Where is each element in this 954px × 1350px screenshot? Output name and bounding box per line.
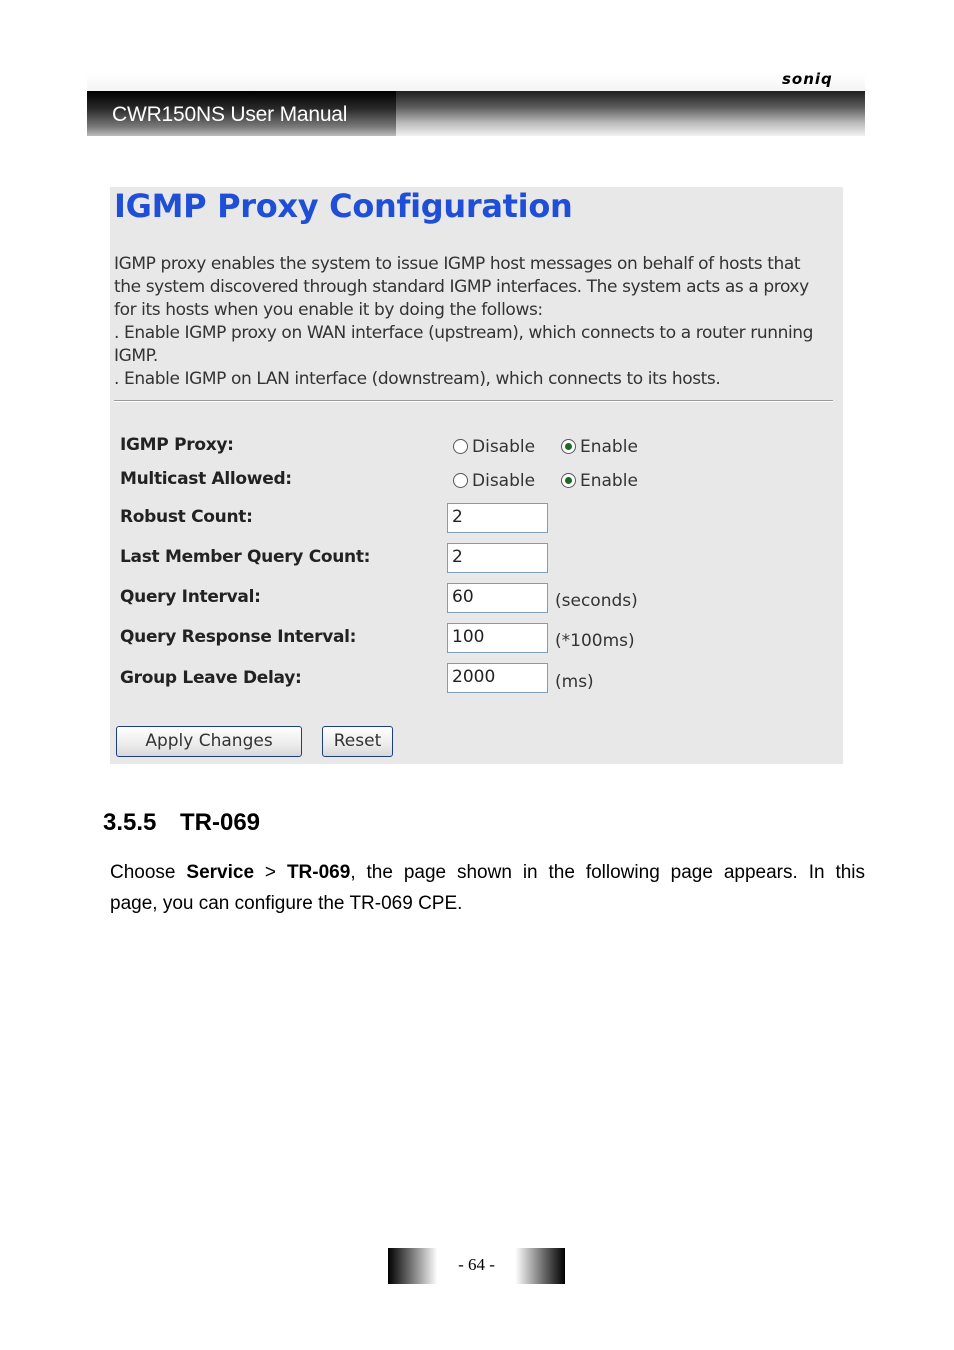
query-response-interval-unit: (*100ms) [555,631,635,651]
robust-count-label: Robust Count: [120,507,253,527]
igmp-proxy-disable-radio[interactable] [453,439,468,454]
para-text: > [254,862,287,883]
panel-title: IGMP Proxy Configuration [114,187,573,225]
group-leave-delay-unit: (ms) [555,672,594,692]
para-service: Service [186,862,255,883]
multicast-enable-radio[interactable] [561,473,576,488]
igmp-proxy-enable-radio[interactable] [561,439,576,454]
igmp-proxy-enable-option[interactable] [561,437,638,457]
multicast-enable-option[interactable] [561,471,638,491]
igmp-proxy-panel [110,187,843,764]
para-tr069: TR-069 [286,862,351,883]
last-member-query-count-input[interactable]: 2 [447,543,548,573]
description-line: the system discovered through standard IGMP interfaces. The system acts as a proxy [114,277,809,297]
section-paragraph [110,857,865,919]
multicast-disable-radio[interactable] [453,473,468,488]
igmp-proxy-disable-option[interactable] [453,437,535,457]
paragraph-line: page, you can configure the TR-069 CPE. [110,893,463,914]
radio-label: Enable [580,471,638,491]
reset-button[interactable]: Reset [322,726,393,757]
section-title: TR-069 [180,809,261,836]
manual-title: CWR150NS User Manual [112,103,348,126]
multicast-allowed-label: Multicast Allowed: [120,469,292,489]
query-interval-unit: (seconds) [555,591,638,611]
description-line: for its hosts when you enable it by doing the follows: [114,300,543,320]
description-line: . Enable IGMP proxy on WAN interface (upstream), which connects to a router running [114,323,814,343]
radio-label: Enable [580,437,638,457]
description-line: . Enable IGMP on LAN interface (downstream), which connects to its hosts. [114,369,721,389]
robust-count-input[interactable]: 2 [447,503,548,533]
query-interval-label: Query Interval: [120,587,261,607]
paragraph-line [110,857,865,888]
igmp-proxy-label: IGMP Proxy: [120,435,234,455]
description-line: IGMP. [114,346,158,366]
para-text: Choose [110,862,187,883]
page-footer [388,1248,565,1284]
panel-description [114,253,834,391]
radio-label: Disable [472,471,536,491]
header-top-line [87,73,865,91]
multicast-disable-option[interactable] [453,471,535,491]
group-leave-delay-label: Group Leave Delay: [120,668,302,688]
query-interval-input[interactable]: 60 [447,583,548,613]
para-text: , the page shown in the following page appears. In this [350,862,866,883]
radio-label: Disable [472,437,536,457]
query-response-interval-label: Query Response Interval: [120,627,357,647]
divider [114,400,833,402]
apply-changes-button[interactable]: Apply Changes [116,726,302,757]
last-member-query-count-label: Last Member Query Count: [120,547,371,567]
brand-logo: soniq [782,70,833,88]
page-number: - 64 - [458,1255,495,1274]
description-line: IGMP proxy enables the system to issue IGMP host messages on behalf of hosts that [114,254,801,274]
group-leave-delay-input[interactable]: 2000 [447,663,548,693]
section-heading [103,809,260,837]
section-number: 3.5.5 [103,809,157,836]
query-response-interval-input[interactable]: 100 [447,623,548,653]
